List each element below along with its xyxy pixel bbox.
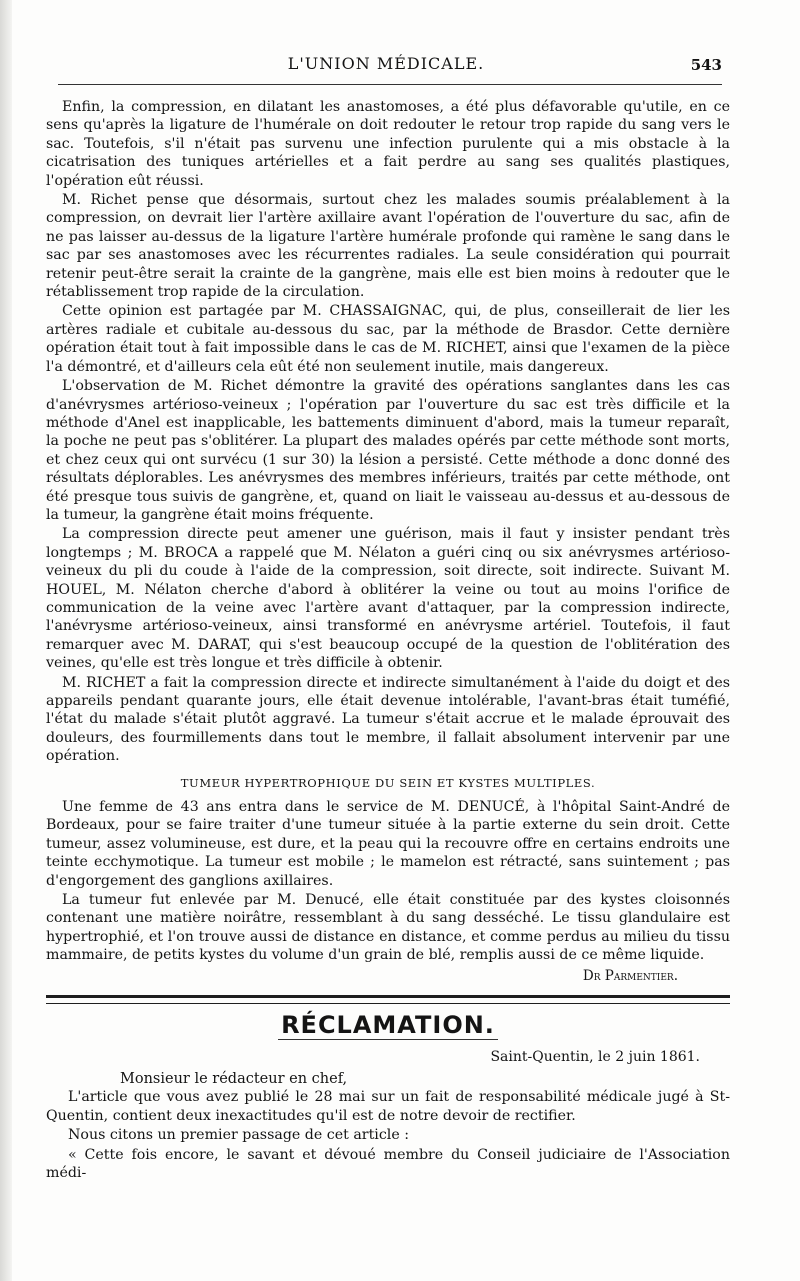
paragraph-2: M. Richet pense que désormais, surtout chez les malades soumis préalablement à la compression, on devrait lier l'artère axillaire avant l'opération de l'ouverture du sac, afin de ne pas laisser au-dessus de la ligature l'artère humérale profonde qui ramène le sang dans le sac par ses anastomoses avec les récurrentes radiales. La seule considération qui pourrait retenir peut-être serait la crainte de la gangrène, mais elle est bien moins à redouter que le rétablissement trop rapide de la circulation. xyxy=(46,192,730,301)
section-heading: TUMEUR HYPERTROPHIQUE DU SEIN ET KYSTES MULTIPLES. xyxy=(180,775,596,790)
paragraph-4: L'observation de M. Richet démontre la gravité des opérations sanglantes dans les cas d'anévrysmes artérioso-veineux ; l'opération par l'ouverture du sac est très difficile et la méthode d'Anel est inapplicable, les battements diminuent d'abord, mais la tumeur reparaît, la poche ne peut pas s'oblitérer. La plupart des malades opérés par cette méthode sont morts, et chez ceux qui ont survécu (1 sur 30) la lésion a persisté. Cette méthode a donc donné des résultats déplorables. Les anévrysmes des membres inférieurs, traités par cette méthode, ont été presque tous suivis de gangrène, et, quand on liait le vaisseau au-dessus et au-dessous de la tumeur, la gangrène était moins fréquente. xyxy=(46,378,730,523)
letter-place-date: Saint-Quentin, le 2 juin 1861. xyxy=(490,1048,700,1065)
paragraph-1: Enfin, la compression, en dilatant les anastomoses, a été plus défavorable qu'utile, en ce sens qu'après la ligature de l'humérale on doit redouter le retour trop rapide du sang vers le sac. Toutefois, s'il n'était pas survenu une infection purulente qui a mis obstacle à la cicatrisation des tuniques artérielles et a fait perdre au sang ses qualités plastiques, l'opération eût réussi. xyxy=(46,99,730,189)
page-binding-edge xyxy=(0,0,12,1281)
running-header xyxy=(50,52,722,80)
paragraph-6: M. RICHET a fait la compression directe et indirecte simultanément à l'aide du doigt et des appareils pendant quarante jours, elle était devenue intolérable, l'avant-bras était tuméfié, l'état du malade s'était plutôt aggravé. La tumeur s'était accrue et le malade éprouvait des douleurs, des fourmillements dans tout le membre, il fallait absolument intervenir par une opération. xyxy=(46,674,730,765)
article-body xyxy=(46,98,730,1183)
paragraph-3: Cette opinion est partagée par M. CHASSAIGNAC, qui, de plus, conseillerait de lier les artères radiale et cubitale au-dessous du sac, par la méthode de Brasdor. Cette dernière opération était tout à fait impossible dans le cas de M. RICHET, ainsi que l'examen de la pièce l'a démontré, et d'ailleurs cela eût été non seulement inutile, mais dangereux. xyxy=(46,303,730,375)
letter-paragraph-2: Nous citons un premier passage de cet article : xyxy=(68,1127,409,1144)
reclamation-title: RÉCLAMATION. xyxy=(281,1011,495,1040)
letter-paragraph-1: L'article que vous avez publié le 28 mai sur un fait de responsabilité médicale jugé à St-Quentin, contient deux inexactitudes qu'il est de notre devoir de rectifier. xyxy=(46,1089,730,1124)
journal-title: L'UNION MÉDICALE. xyxy=(287,54,485,73)
paragraph-5: La compression directe peut amener une guérison, mais il faut y insister pendant très longtemps ; M. BROCA a rappelé que M. Nélaton a guéri cinq ou six anévrysmes artérioso-veineux du pli du coude à l'aide de la compression, soit directe, soit indirecte. Suivant M. HOUEL, M. Nélaton cherche d'abord à oblitérer la veine ou tout au moins l'orifice de communication de la veine avec l'artère avant d'attaquer, par la compression indirecte, l'anévrysme artérioso-veineux, ainsi transformé en anévrysme artériel. Toutefois, il faut remarquer avec M. DARAT, qui s'est beaucoup occupé de la question de l'oblitération des veines, qu'elle est très longue et très difficile à obtenir. xyxy=(46,526,730,672)
letter-paragraph-3: « Cette fois encore, le savant et dévoué membre du Conseil judiciaire de l'Association médi- xyxy=(46,1146,730,1181)
page-number: 543 xyxy=(690,56,722,74)
section-divider xyxy=(46,995,730,1004)
section-paragraph-2: La tumeur fut enlevée par M. Denucé, elle était constituée par des kystes cloisonnés contenant une matière noirâtre, ressemblant à du sang desséché. Le tissu glandulaire est hypertrophié, et l'on trouve aussi de distance en distance, et comme perdus au milieu du tissu mammaire, de petits kystes du volume d'un grain de blé, remplis aussi de ce même liquide. xyxy=(46,892,730,964)
letter-salutation: Monsieur le rédacteur en chef, xyxy=(120,1070,348,1087)
section-paragraph-1: Une femme de 43 ans entra dans le service de M. DENUCÉ, à l'hôpital Saint-André de Bordeaux, pour se faire traiter d'une tumeur située à la partie externe du sein droit. Cette tumeur, assez volumineuse, est dure, et la peau qui la recouvre offre en certains endroits une teinte ecchymotique. La tumeur est mobile ; le mamelon est rétracté, sans suintement ; pas d'engorgement des ganglions axillaires. xyxy=(46,799,730,889)
header-rule xyxy=(58,84,722,85)
author-signature: Dr Parmentier. xyxy=(582,967,678,984)
